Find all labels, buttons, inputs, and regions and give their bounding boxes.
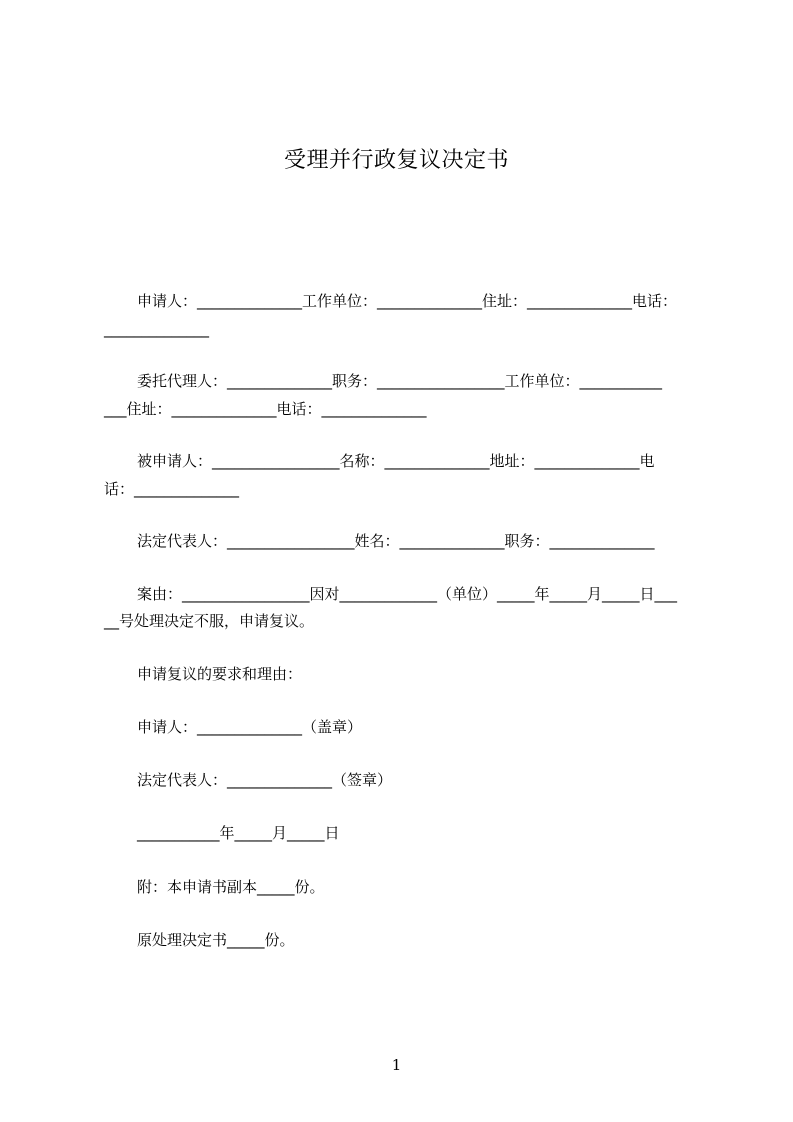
respondent-phone-line: 话：______________ — [104, 480, 240, 498]
respondent-line: 被申请人：_________________名称：______________地址：______________电 — [137, 452, 655, 470]
legal-representative-line: 法定代表人：_________________姓名：______________职务：______________ — [137, 532, 655, 550]
applicant-phone-blank: ______________ — [104, 320, 209, 338]
document-title: 受理并行政复议决定书 — [283, 148, 509, 173]
attachment-copies-line: 附：本申请书副本_____份。 — [137, 878, 325, 896]
request-reasons-heading: 申请复议的要求和理由： — [137, 665, 303, 683]
representative-signature-line: 法定代表人：______________（签章） — [137, 771, 393, 789]
agent-line: 委托代理人：______________职务：_________________工作单位：___________ — [137, 372, 663, 390]
original-decision-copies-line: 原处理决定书_____份。 — [137, 931, 295, 949]
page-number: 1 — [391, 1056, 402, 1074]
applicant-line: 申请人：______________工作单位：______________住址：______________电话： — [137, 292, 678, 310]
case-cause-continued: __号处理决定不服，申请复议。 — [104, 612, 315, 630]
case-cause-line: 案由：_________________因对_____________（单位）_____年_____月_____日___ — [137, 585, 678, 603]
applicant-seal-line: 申请人：______________（盖章） — [137, 718, 363, 736]
agent-address-line: ___住址：______________电话：______________ — [104, 400, 427, 418]
date-line: ___________年_____月_____日 — [137, 824, 340, 842]
